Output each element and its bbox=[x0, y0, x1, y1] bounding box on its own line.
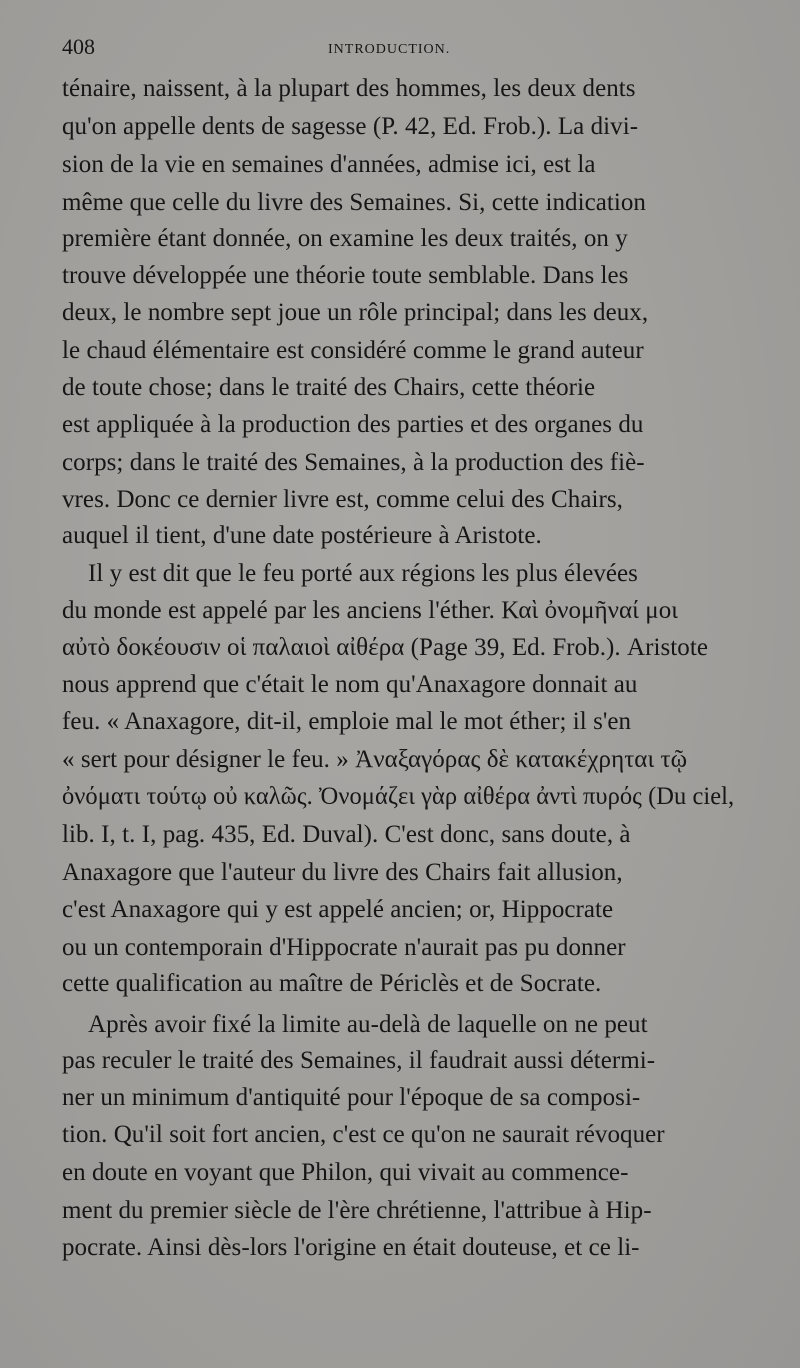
text-line: le chaud élémentaire est considéré comme le grand auteur bbox=[62, 337, 644, 364]
text-line: ment du premier siècle de l'ère chrétienne, l'attribue à Hip- bbox=[62, 1197, 652, 1224]
running-head: INTRODUCTION. bbox=[328, 42, 451, 57]
text-line-greek: « sert pour désigner le feu. » Ἀναξαγόρας δὲ κατακέχρηται τῷ bbox=[62, 746, 688, 773]
text-line: cette qualification au maître de Périclès et de Socrate. bbox=[62, 970, 602, 997]
text-line: première étant donnée, on examine les deux traités, on y bbox=[62, 225, 628, 252]
text-line: en doute en voyant que Philon, qui vivait au commence- bbox=[62, 1159, 629, 1186]
text-line: pas reculer le traité des Semaines, il faudrait aussi détermi- bbox=[62, 1047, 656, 1074]
text-line: de toute chose; dans le traité des Chairs, cette théorie bbox=[62, 374, 596, 401]
text-line: lib. I, t. I, pag. 435, Ed. Duval). C'est donc, sans doute, à bbox=[62, 821, 631, 848]
paragraph-first-line: Il y est dit que le feu porté aux régions les plus élevées bbox=[88, 560, 638, 587]
text-line: trouve développée une théorie toute semblable. Dans les bbox=[62, 262, 629, 289]
text-line-greek: αὐτὸ δοκέουσιν οἱ παλαιοὶ αἰθέρα (Page 39, Ed. Frob.). Aristote bbox=[62, 634, 708, 661]
text-line: ténaire, naissent, à la plupart des hommes, les deux dents bbox=[62, 75, 636, 102]
text-line: même que celle du livre des Semaines. Si, cette indication bbox=[62, 189, 646, 216]
text-line: Anaxagore que l'auteur du livre des Chairs fait allusion, bbox=[62, 859, 623, 886]
page-header bbox=[60, 34, 740, 64]
text-line: est appliquée à la production des parties et des organes du bbox=[62, 411, 644, 438]
text-line: deux, le nombre sept joue un rôle principal; dans les deux, bbox=[62, 299, 649, 326]
text-line: ou un contemporain d'Hippocrate n'aurait pas pu donner bbox=[62, 934, 626, 961]
text-line: pocrate. Ainsi dès-lors l'origine en était douteuse, et ce li- bbox=[62, 1234, 640, 1261]
text-line: ner un minimum d'antiquité pour l'époque de sa composi- bbox=[62, 1084, 641, 1111]
text-line: qu'on appelle dents de sagesse (P. 42, Ed. Frob.). La divi- bbox=[62, 113, 639, 140]
text-line: sion de la vie en semaines d'années, admise ici, est la bbox=[62, 151, 596, 178]
text-line: c'est Anaxagore qui y est appelé ancien; or, Hippocrate bbox=[62, 896, 614, 923]
text-line: du monde est appelé par les anciens l'éther. Καὶ ὀνομῆναί μοι bbox=[62, 597, 679, 624]
text-line: tion. Qu'il soit fort ancien, c'est ce qu'on ne saurait révoquer bbox=[62, 1121, 665, 1148]
text-line-greek: ὀνόματι τούτῳ οὐ καλῶς. Ὀνομάζει γὰρ αἰθέρα ἀντὶ πυρός (Du ciel, bbox=[62, 783, 735, 810]
text-line: auquel il tient, d'une date postérieure à Aristote. bbox=[62, 522, 542, 549]
text-line: nous apprend que c'était le nom qu'Anaxagore donnait au bbox=[62, 671, 638, 698]
page-number: 408 bbox=[62, 34, 95, 59]
text-line: corps; dans le traité des Semaines, à la production des fiè- bbox=[62, 449, 645, 476]
paragraph-first-line: Après avoir fixé la limite au-delà de laquelle on ne peut bbox=[88, 1011, 648, 1038]
text-line: vres. Donc ce dernier livre est, comme celui des Chairs, bbox=[62, 486, 623, 513]
text-line: feu. « Anaxagore, dit-il, emploie mal le mot éther; il s'en bbox=[62, 708, 632, 735]
